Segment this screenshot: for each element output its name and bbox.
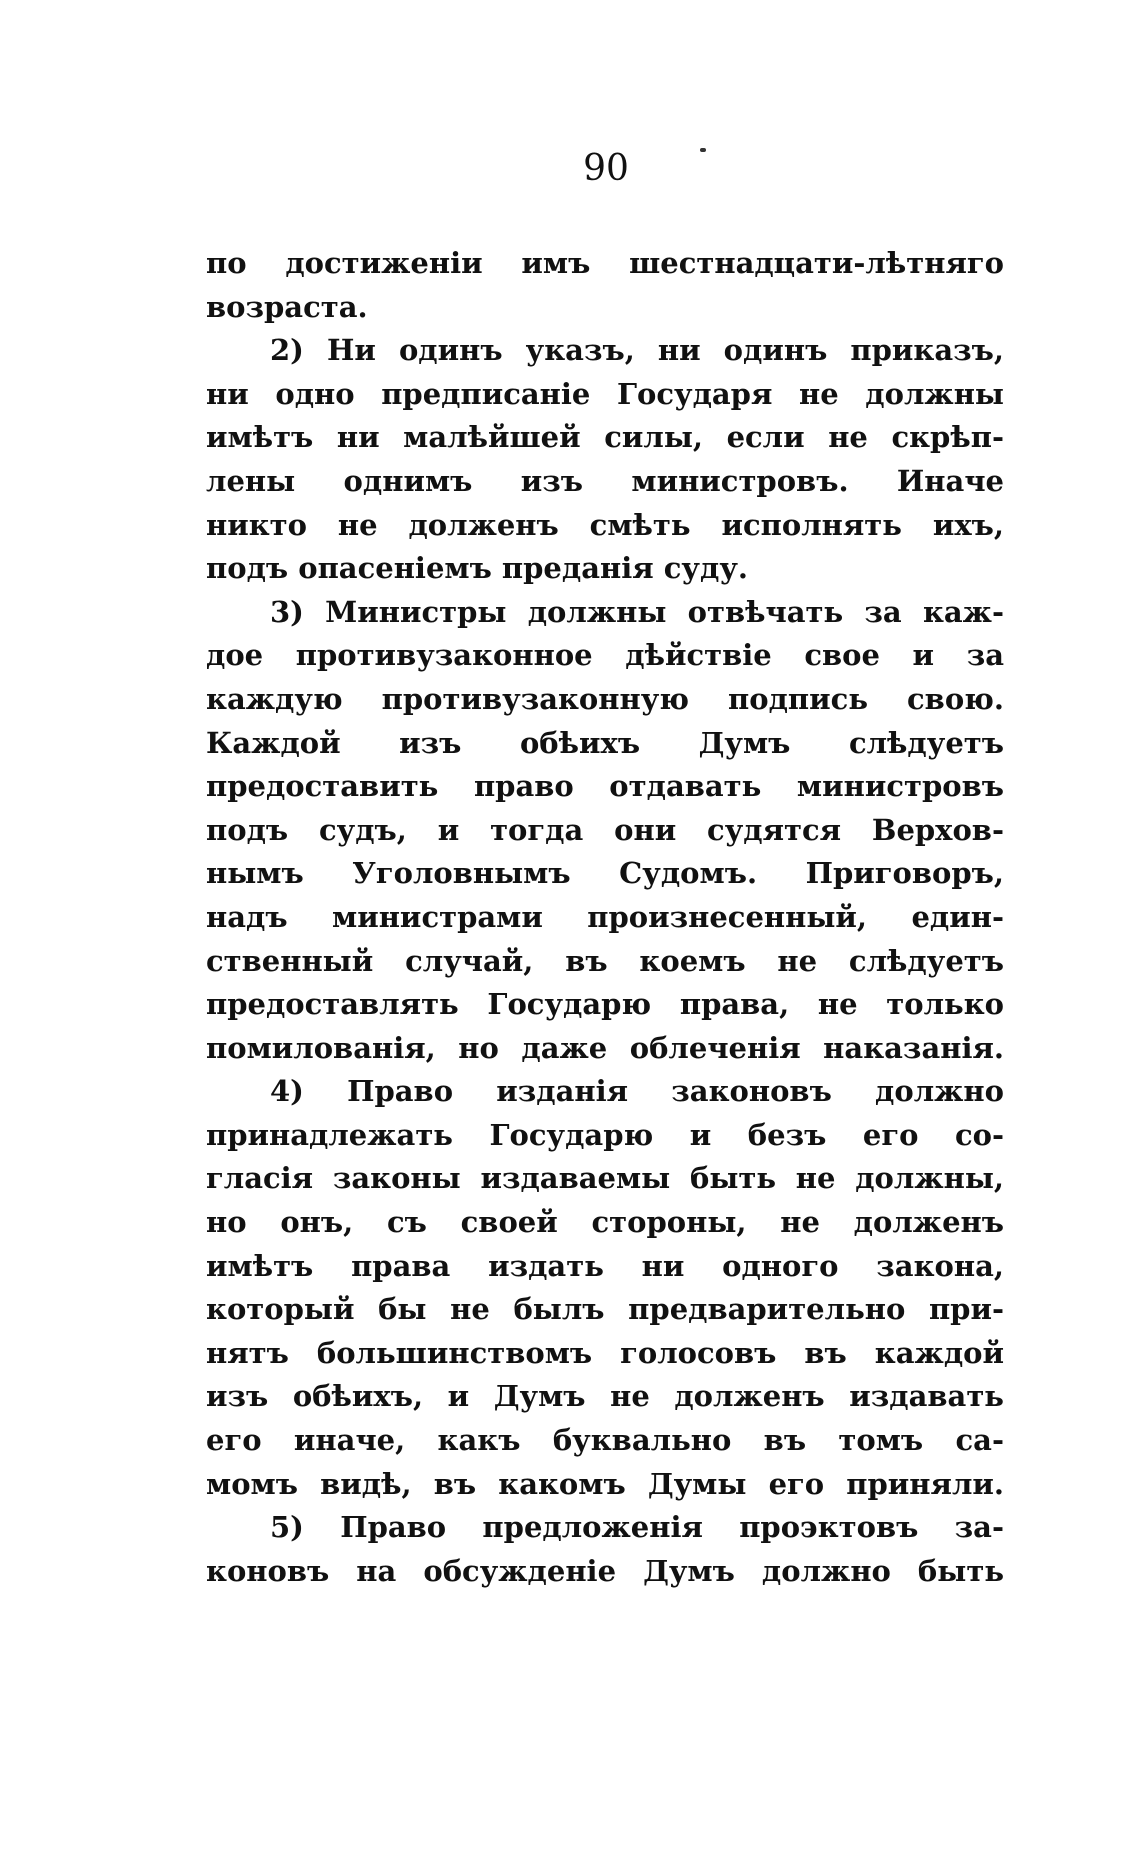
text-line: возраста. [206,289,368,324]
text-line: дое противузаконное дѣйствіе свое и за [206,638,1004,673]
text-line: ственный случай, въ коемъ не слѣдуетъ [206,943,1004,978]
text-line: нымъ Уголовнымъ Судомъ. Приговоръ, [206,856,1004,891]
text-line: его иначе, какъ буквально въ томъ са- [206,1423,1004,1458]
text-line: по достиженіи имъ шестнадцати-лѣтняго [206,246,1004,280]
text-line: каждую противузаконную подпись свою. [206,681,1004,716]
text-line: подъ опасеніемъ преданія суду. [206,551,748,586]
text-line: 2) Ни одинъ указъ, ни одинъ приказъ, [270,333,1004,368]
text-line: нятъ большинствомъ голосовъ въ каждой [206,1335,1004,1370]
text-line: 3) Министры должны отвѣчать за каж- [270,594,1004,629]
text-line: предоставлять Государю права, не только [206,987,1004,1022]
text-line: помилованія, но даже облеченія наказанія. [206,1030,1004,1065]
text-line: надъ министрами произнесенный, един- [206,899,1004,934]
text-line: имѣтъ ни малѣйшей силы, если не скрѣп- [206,420,1004,455]
text-line: Каждой изъ обѣихъ Думъ слѣдуетъ [206,725,1004,760]
text-line: принадлежать Государю и безъ его со- [206,1117,1004,1152]
text-line: гласія законы издаваемы быть не должны, [206,1161,1004,1196]
text-line: момъ видѣ, въ какомъ Думы его приняли. [206,1466,1004,1501]
text-line: коновъ на обсужденіе Думъ должно быть [206,1553,1004,1588]
text-line: но онъ, съ своей стороны, не долженъ [206,1205,1004,1240]
text-line: ни одно предписаніе Государя не должны [206,376,1004,411]
text-line: 4) Право изданія законовъ должно [270,1074,1004,1109]
text-line: лены однимъ изъ министровъ. Иначе [206,463,1004,498]
text-line: предоставить право отдавать министровъ [206,769,1004,804]
text-line: который бы не былъ предварительно при- [206,1292,1004,1327]
body-text [206,242,1004,1593]
text-line: изъ обѣихъ, и Думъ не долженъ издавать [206,1379,1004,1414]
text-line: 5) Право предложенія проэктовъ за- [270,1510,1004,1545]
text-line: имѣтъ права издать ни одного закона, [206,1248,1004,1283]
print-speck [700,148,706,152]
text-line: никто не долженъ смѣть исполнять ихъ, [206,507,1004,542]
text-line: подъ судъ, и тогда они судятся Верхов- [206,812,1004,847]
page-number: 90 [583,148,629,189]
